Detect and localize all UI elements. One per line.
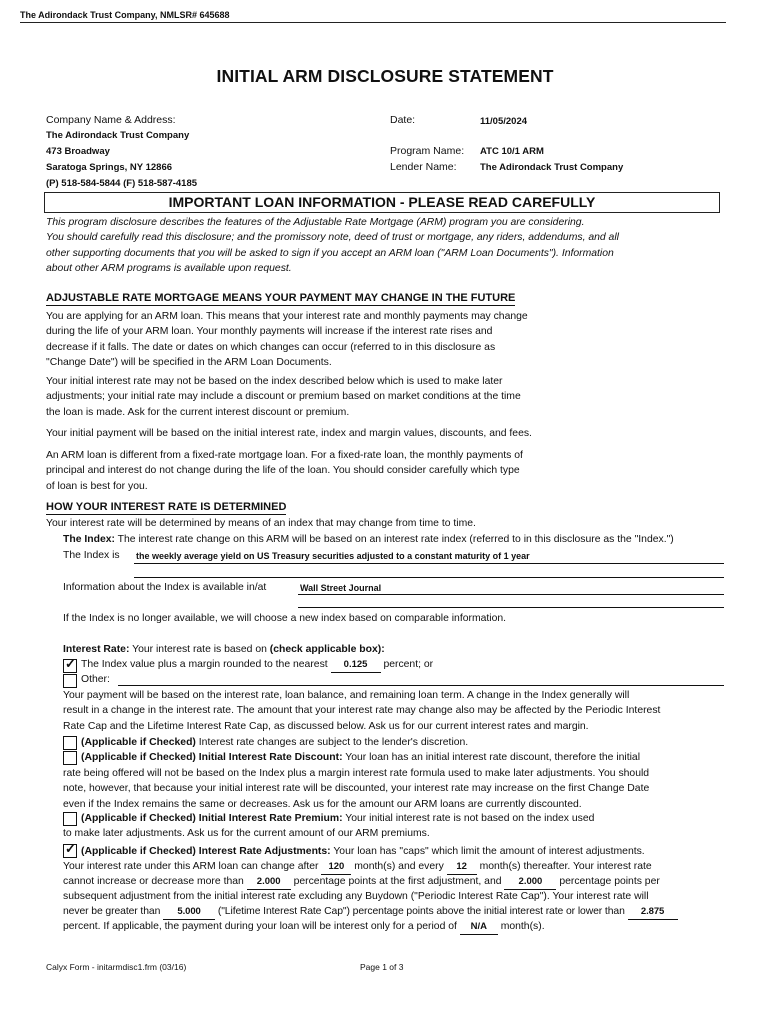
arm-paragraph-4: An ARM loan is different from a fixed-rate mortgage loan. For a fixed-rate loan, the monthly payments of principal and interest do not change during the life of the loan. You should consider carefully which type of loan is best for you.	[46, 450, 523, 492]
company-name: The Adirondack Trust Company	[46, 130, 190, 141]
index-is-label: The Index is	[63, 550, 120, 561]
checkmark-icon: ✓	[65, 841, 76, 856]
lender-value: The Adirondack Trust Company	[480, 162, 624, 173]
index-line-1	[134, 563, 724, 564]
arm-paragraph-3: Your initial payment will be based on the initial interest rate, index and margin values, discounts, and fees.	[46, 428, 532, 439]
top-line-header: The Adirondack Trust Company, NMLSR# 645688	[20, 10, 726, 23]
index-is-value: the weekly average yield on US Treasury securities adjusted to a constant maturity of 1 year	[136, 551, 530, 561]
checkbox-other[interactable]	[63, 674, 77, 688]
payment-paragraph: Your payment will be based on the interest rate, loan balance, and remaining loan term. A change in the Index generally will result in a change in the interest rate. The amount that your interest rate may change also may be affected by the Periodic Interest Rate Cap and the Lifetime Interest Rate Cap, as discussed below. Ask us for our current interest rates and margin.	[63, 690, 661, 732]
checkbox-lender-discretion[interactable]	[63, 736, 77, 750]
date-label: Date:	[390, 114, 416, 126]
arm-section-heading: ADJUSTABLE RATE MORTGAGE MEANS YOUR PAYMENT MAY CHANGE IN THE FUTURE	[46, 292, 516, 304]
info-line-2	[298, 607, 724, 608]
footer-page-number: Page 1 of 3	[360, 962, 404, 972]
checkbox-index-margin[interactable]	[63, 656, 77, 673]
premium-line-2: to make later adjustments. Ask us for the current amount of our ARM premiums.	[63, 828, 430, 839]
index-description: The Index: The interest rate change on this ARM will be based on an interest rate index (referred to in this disclosure as the "Index.")	[63, 534, 674, 545]
arm-paragraph-1: You are applying for an ARM loan. This means that your interest rate and monthly payments may change during the life of your ARM loan. Your monthly payments will increase if the interest rate rises and decrease if it falls. The date or dates on which changes can occur (referred to in this disclosure as "Change Date") will be specified in the ARM Loan Documents.	[46, 311, 528, 368]
company-label: Company Name & Address:	[46, 114, 176, 126]
adjustment-line-3: subsequent adjustment from the initial interest rate excluding any Buydown ("Periodic Interest Rate Cap"). Your interest rate will	[63, 891, 649, 902]
adjustment-line-5: percent. If applicable, the payment during your loan will be interest only for a period of N/A month(s).	[63, 919, 733, 935]
lender-label: Lender Name:	[390, 161, 457, 173]
index-line-2	[134, 577, 724, 578]
info-label: Information about the Index is available in/at	[63, 582, 267, 593]
applicable-initial-discount: (Applicable if Checked) Initial Interest Rate Discount: Your loan has an initial interest rate discount, therefore the initial	[81, 752, 641, 763]
footer-form-id: Calyx Form - initarmdisc1.frm (03/16)	[46, 962, 187, 972]
rate-intro: Your interest rate will be determined by means of an index that may change from time to time.	[46, 518, 476, 529]
rate-section-heading: HOW YOUR INTEREST RATE IS DETERMINED	[46, 501, 287, 513]
date-value: 11/05/2024	[480, 116, 528, 127]
applicable-rate-adjustments: (Applicable if Checked) Interest Rate Adjustments: Your loan has "caps" which limit the amount of interest adjustments.	[81, 846, 645, 857]
company-city: Saratoga Springs, NY 12866	[46, 162, 173, 173]
checkbox-rate-adjustments[interactable]	[63, 841, 77, 858]
checkbox-initial-premium[interactable]	[63, 812, 77, 826]
applicable-lender-discretion: (Applicable if Checked) Interest rate changes are subject to the lender's discretion.	[81, 737, 469, 748]
info-line-1	[298, 594, 724, 595]
applicable-initial-premium: (Applicable if Checked) Initial Interest Rate Premium: Your initial interest rate is not based on the index used	[81, 813, 595, 824]
company-street: 473 Broadway	[46, 146, 110, 157]
interest-rate-line: Interest Rate: Your interest rate is based on (check applicable box):	[63, 644, 385, 655]
important-text: This program disclosure describes the features of the Adjustable Rate Mortgage (ARM) program you are considering. You should carefully read this disclosure; and the promissory note, deed of trust or mortgage, any riders, addendums, and all other supporting documents that you will be asked to sign if you accept an ARM loan ("ARM Loan Documents"). Information about other ARM programs is available upon request.	[46, 217, 619, 274]
other-line	[118, 685, 724, 686]
discount-paragraph: rate being offered will not be based on the Index plus a margin interest rate formula used to make later adjustments. You should note, however, that because your initial interest rate will be discounted, your interest rate may increase on the first Change Date even if the Index remains the same or decreases. Ask us for the amount our ARM loans are currently discounted.	[63, 768, 650, 810]
option-other: Other:	[81, 674, 110, 685]
program-value: ATC 10/1 ARM	[480, 146, 544, 157]
important-heading: IMPORTANT LOAN INFORMATION - PLEASE READ CAREFULLY	[44, 192, 720, 213]
company-phones: (P) 518-584-5844 (F) 518-587-4185	[46, 178, 198, 189]
no-longer-available: If the Index is no longer available, we will choose a new index based on comparable information.	[63, 613, 507, 624]
checkbox-initial-discount[interactable]	[63, 751, 77, 765]
adjustment-line-4: never be greater than 5.000 ("Lifetime Interest Rate Cap") percentage points above the initial interest rate or lower than 2.875	[63, 904, 733, 920]
arm-paragraph-2: Your initial interest rate may not be based on the index described below which is used to make later adjustments; your initial rate may include a discount or premium based on market conditions at the time the loan is made. Ask for the current interest discount or premium.	[46, 376, 521, 418]
option-index-margin: The Index value plus a margin rounded to the nearest 0.125 percent; or	[81, 657, 757, 673]
adjustment-line-2: cannot increase or decrease more than 2.000 percentage points at the first adjustment, and 2.000 percentage points per	[63, 874, 733, 890]
page-title: INITIAL ARM DISCLOSURE STATEMENT	[216, 66, 554, 86]
checkmark-icon: ✓	[65, 656, 76, 671]
adjustment-line-1: Your interest rate under this ARM loan can change after 120 month(s) and every 12 month(s) thereafter. Your interest rate	[63, 859, 733, 875]
program-label: Program Name:	[390, 145, 465, 157]
info-value: Wall Street Journal	[300, 583, 382, 593]
